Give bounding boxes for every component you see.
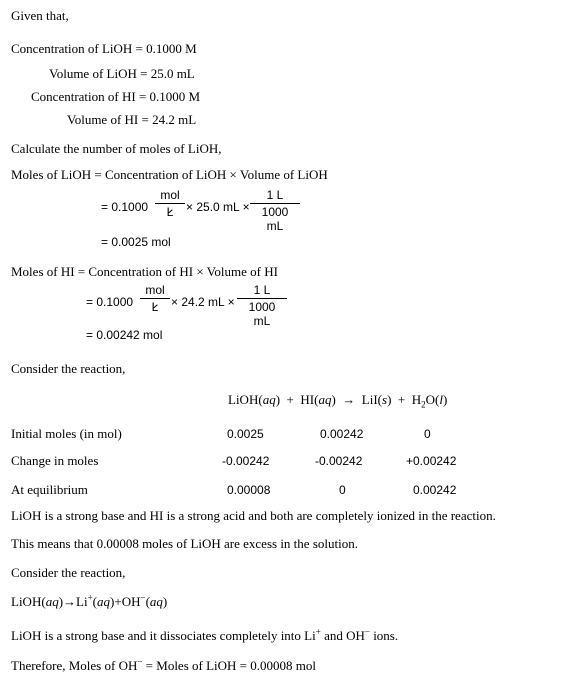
dissociation-li: Li xyxy=(76,594,88,609)
hi-mid: × 24.2 mL × xyxy=(171,295,235,309)
given-conc-hi: Concentration of HI = 0.1000 M xyxy=(31,89,201,104)
lioh-eq-prefix: = 0.1000 xyxy=(101,200,149,214)
table-cell: -0.00242 xyxy=(315,454,363,468)
final-statement-text-b: = Moles of LiOH = 0.00008 mol xyxy=(145,658,316,673)
lioh-frac2-num: 1 L xyxy=(266,188,284,202)
paragraph-dissociates xyxy=(11,628,398,644)
reaction-arrow-icon: → xyxy=(342,392,356,407)
table-row-label: Change in moles xyxy=(11,453,99,468)
table-cell: 0.0025 xyxy=(227,427,264,441)
lioh-formula: Moles of LiOH = Concentration of LiOH × Volume of LiOH xyxy=(11,167,328,182)
paragraph-li-charge: + xyxy=(315,626,321,637)
hi-frac1-den: L xyxy=(151,300,159,314)
hi-frac-mol-per-l xyxy=(140,283,170,314)
paragraph-oh-charge: − xyxy=(364,626,370,637)
table-cell: 0 xyxy=(339,483,346,497)
table-cell: 0.00242 xyxy=(320,427,364,441)
dissociation-equation: LiOH(aq)→Li+(aq)+OH−(aq) xyxy=(11,592,168,609)
given-conc-lioh: Concentration of LiOH = 0.1000 M xyxy=(11,41,197,56)
lioh-frac1-num: mol xyxy=(160,188,180,202)
dissociation-oh-charge: − xyxy=(140,592,146,603)
paragraph-dissociates-text-b: and OH xyxy=(324,628,365,643)
hi-eq-prefix: = 0.1000 xyxy=(86,295,134,309)
calc-heading: Calculate the number of moles of LiOH, xyxy=(11,141,222,156)
table-row-label: At equilibrium xyxy=(11,482,88,497)
table-cell: -0.00242 xyxy=(222,454,270,468)
paragraph-excess: This means that 0.00008 moles of LiOH are excess in the solution. xyxy=(11,536,358,551)
lioh-mid: × 25.0 mL × xyxy=(186,200,250,214)
table-cell: 0.00242 xyxy=(413,483,457,497)
paragraph-dissociates-text-c: ions. xyxy=(373,628,399,643)
reaction-plus-1: + xyxy=(286,392,294,407)
table-cell: 0.00008 xyxy=(227,483,271,497)
lioh-frac2-den: 1000 mL xyxy=(261,205,289,233)
hi-frac2-num: 1 L xyxy=(253,283,271,297)
given-vol-hi: Volume of HI = 24.2 mL xyxy=(67,112,197,127)
reaction-lioh: LiOH xyxy=(228,392,259,407)
reaction2-heading: Consider the reaction, xyxy=(11,565,126,580)
reaction-lii: LiI xyxy=(361,392,378,407)
final-statement-text-a: Therefore, Moles of OH xyxy=(11,658,138,673)
table-cell: +0.00242 xyxy=(406,454,457,468)
reaction-plus-2: + xyxy=(397,392,406,407)
reaction-equation: LiOH(aq) + $HI(aq) \to LiI(s) + H_2O(l)$ xyxy=(228,392,448,410)
dissociation-li-state: aq xyxy=(97,594,111,609)
dissociation-lioh-state: aq xyxy=(45,594,59,609)
reaction-lioh-state: aq xyxy=(262,392,276,407)
paragraph-strong-base: LiOH is a strong base and HI is a strong acid and both are completely ionized in the reaction. xyxy=(11,508,496,523)
reaction-hi: HI xyxy=(300,392,315,407)
reaction-heading: Consider the reaction, xyxy=(11,361,126,376)
lioh-frac-mol-per-l xyxy=(155,188,185,219)
hi-formula: Moles of HI = Concentration of HI × Volume of HI xyxy=(11,264,278,279)
lioh-frac1-den: L xyxy=(166,205,174,219)
reaction-lii-state: s xyxy=(382,392,388,407)
hi-result: = 0.00242 mol xyxy=(86,328,163,342)
dissociation-arrow-icon: → xyxy=(63,594,77,609)
dissociation-lioh: LiOH xyxy=(11,594,42,609)
lioh-result: = 0.0025 mol xyxy=(101,235,171,249)
reaction-o: O xyxy=(425,392,436,407)
reaction-h: H xyxy=(411,392,422,407)
final-oh-charge: − xyxy=(137,656,143,667)
reaction-water-state: l xyxy=(439,392,444,407)
given-heading: Given that, xyxy=(11,8,69,23)
table-row-label: Initial moles (in mol) xyxy=(11,426,122,441)
dissociation-plus: + xyxy=(114,594,122,609)
hi-frac2-den: 1000 mL xyxy=(248,300,276,328)
table-cell: 0 xyxy=(424,427,431,441)
paragraph-dissociates-text-a: LiOH is a strong base and it dissociates completely into Li xyxy=(11,628,316,643)
reaction-hi-state: aq xyxy=(318,392,332,407)
reaction-h-subscript: 2 xyxy=(421,399,426,410)
given-vol-lioh: Volume of LiOH = 25.0 mL xyxy=(49,66,195,81)
dissociation-oh: OH xyxy=(121,594,141,609)
hi-frac-l-per-ml xyxy=(237,283,287,328)
hi-frac1-num: mol xyxy=(145,283,165,297)
final-statement xyxy=(11,658,316,674)
dissociation-li-charge: + xyxy=(87,592,93,603)
lioh-frac-l-per-ml xyxy=(250,188,300,233)
dissociation-oh-state: aq xyxy=(149,594,163,609)
